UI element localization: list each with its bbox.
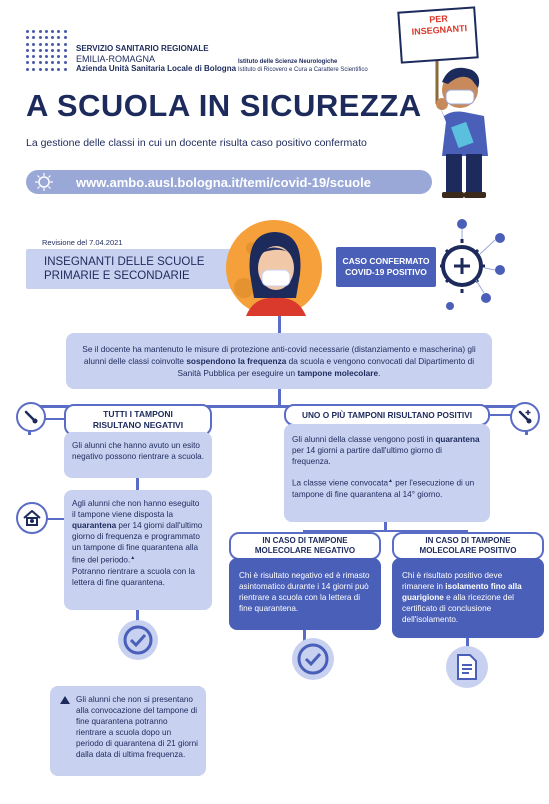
logo-dot: [45, 36, 48, 39]
logo-dot: [26, 49, 29, 52]
logo-dot: [57, 61, 60, 64]
main-bold-1: sospendono la frequenza: [186, 356, 287, 366]
logo-dot: [64, 36, 67, 39]
logo-dot: [57, 36, 60, 39]
left-header-line-1: TUTTI I TAMPONI: [103, 409, 173, 419]
org-line-3: Azienda Unità Sanitaria Locale di Bologna: [76, 64, 237, 73]
logo-dot: [26, 55, 29, 58]
left-card-2-text-3: Potranno rientrare a scuola con la lettera di fine quarantena.: [72, 566, 195, 587]
left-card-2-note-marker: ▲: [130, 555, 136, 561]
logo-dot: [26, 36, 29, 39]
pos-card-text-2: e alla ricezione del certificato di conclusione dell'isolamento.: [402, 593, 514, 624]
page-subtitle: La gestione delle classi in cui un docente risulta caso positivo confermato: [26, 137, 367, 149]
logo-dot: [64, 30, 67, 33]
logo-dot: [51, 49, 54, 52]
logo-dot: [51, 43, 54, 46]
left-card-2-text-2: per 14 giorni dall'ultimo giorno di frequenza e programmato un tampone di fine quarantena alla fine del periodo.: [72, 521, 203, 565]
logo-dot: [26, 43, 29, 46]
logo-dot: [64, 55, 67, 58]
logo-dot: [64, 49, 67, 52]
insegnanti-line-2: PRIMARIE E SECONDARIE: [44, 270, 190, 282]
logo-dot: [39, 55, 42, 58]
logo-dot: [26, 61, 29, 64]
left-header-line-2: RISULTANO NEGATIVI: [92, 420, 184, 430]
logo-dot: [32, 36, 35, 39]
logo-dot: [51, 61, 54, 64]
revision-date: Revisione del 7.04.2021: [42, 238, 123, 247]
neg-card: Chi è risultato negativo ed è rimasto asintomatico durante i 14 giorni può rientrare a scuola con la lettera di fine quarantena.: [229, 558, 381, 630]
thermometer-plus-icon: [510, 402, 540, 432]
pos-card-text-1: Chi è risultato positivo deve rimanere in: [402, 571, 503, 591]
logo-dot: [39, 36, 42, 39]
org-name: [76, 44, 236, 74]
logo-dots-icon: [26, 30, 68, 72]
connector-split: [278, 389, 281, 407]
logo-dot: [57, 43, 60, 46]
main-text-2: da scuola e vengono convocati dal Dipartimento di Sanità Pubblica per eseguire un: [177, 356, 475, 378]
insegnanti-line-1: INSEGNANTI DELLE SCUOLE: [44, 256, 205, 268]
sign-line-1: PER: [428, 13, 449, 25]
logo-dot: [45, 43, 48, 46]
right-card-text-4: per l'esecuzione di un tampone di fine quarantena al 14° giorno.: [292, 478, 475, 499]
house-icon: [16, 502, 48, 534]
logo-dot: [32, 61, 35, 64]
left-card-1: Gli alunni che hanno avuto un esito negativo possono rientrare a scuola.: [64, 432, 212, 478]
virus-icon: [34, 172, 54, 192]
org-line-2: EMILIA-ROMAGNA: [76, 54, 156, 64]
main-text-1: Se il docente ha mantenuto le misure di protezione anti-covid necessarie (distanziamento e mascherina) gli alunni delle classi coinvolte: [82, 344, 476, 366]
org-line-1: SERVIZIO SANITARIO REGIONALE: [76, 44, 209, 53]
caso-line-1: CASO CONFERMATO: [342, 256, 430, 266]
connector-house: [46, 518, 64, 520]
logo-dot: [45, 30, 48, 33]
right-card: [284, 424, 490, 522]
footnote-box: [50, 686, 206, 776]
logo-dot: [32, 68, 35, 71]
logo-dot: [39, 43, 42, 46]
check-icon: [118, 620, 158, 660]
logo-dot: [57, 49, 60, 52]
caso-line-2: COVID-19 POSITIVO: [345, 267, 427, 277]
thermometer-icon: [16, 402, 46, 432]
sign-text: [407, 12, 470, 38]
check-icon: [292, 638, 334, 680]
logo-dot: [51, 55, 54, 58]
right-card-text-1: Gli alunni della classe vengono posti in: [292, 435, 436, 444]
triangle-icon: [60, 696, 70, 704]
footnote-text: Gli alunni che non si presentano alla convocazione del tampone di fine quarantena potranno rientrare a scuola dopo un periodo di quarantena di 21 giorni dalla data di ultima frequenza.: [76, 695, 198, 759]
logo-dot: [45, 61, 48, 64]
institute-name: [238, 58, 368, 74]
logo-dot: [32, 30, 35, 33]
document-icon: [446, 646, 488, 688]
logo-dot: [51, 30, 54, 33]
left-card-2-bold: quarantena: [72, 521, 117, 530]
pos-card-bold: isolamento fino alla guarigione: [402, 582, 522, 602]
left-card-2-text-1: Agli alunni che non hanno eseguito il tampone viene disposta la: [72, 499, 200, 519]
right-card-text-3: La classe viene convocata: [292, 478, 389, 488]
connector-right-icon: [490, 414, 512, 416]
logo-dot: [39, 49, 42, 52]
logo-dot: [51, 68, 54, 71]
logo-dot: [39, 61, 42, 64]
neg-header: [229, 532, 381, 560]
logo-dot: [64, 43, 67, 46]
url-link[interactable]: www.ambo.ausl.bologna.it/temi/covid-19/scuole: [76, 175, 371, 190]
logo-dot: [45, 68, 48, 71]
pos-header: [392, 532, 544, 560]
right-card-bold: quarantena: [435, 435, 480, 444]
main-instruction-box: [66, 333, 492, 389]
logo-dot: [45, 55, 48, 58]
logo-dot: [57, 55, 60, 58]
main-text-3: .: [378, 368, 381, 378]
insegnanti-box: [26, 249, 242, 289]
logo-dot: [57, 30, 60, 33]
logo-dot: [39, 68, 42, 71]
virus-network-icon: [440, 218, 520, 310]
logo-dot: [64, 68, 67, 71]
page-title: A SCUOLA IN SICUREZZA: [26, 88, 422, 123]
logo-dot: [39, 30, 42, 33]
institute-line-2: Istituto di Ricovero e Cura a Carattere Scientifico: [238, 67, 368, 73]
pos-header-line-1: IN CASO DI TAMPONE: [425, 536, 511, 545]
teacher-woman-illustration: [224, 218, 324, 318]
logo-dot: [26, 68, 29, 71]
institute-line-1: Istituto delle Scienze Neurologiche: [238, 59, 338, 65]
logo-dot: [26, 30, 29, 33]
logo-dot: [32, 49, 35, 52]
logo-dot: [32, 55, 35, 58]
sign-line-2: INSEGNANTI: [411, 23, 468, 37]
right-card-note-marker: ▲: [388, 478, 393, 484]
neg-header-line-2: MOLECOLARE NEGATIVO: [254, 546, 356, 555]
logo-dot: [45, 49, 48, 52]
left-card-2: [64, 490, 212, 610]
right-header: UNO O PIÙ TAMPONI RISULTANO POSITIVI: [284, 404, 490, 426]
logo-dot: [32, 43, 35, 46]
logo-dot: [57, 68, 60, 71]
neg-header-line-1: IN CASO DI TAMPONE: [262, 536, 348, 545]
connector-top: [278, 316, 281, 334]
right-card-text-2: per 14 giorni a partire dall'ultimo giorno di frequenza.: [292, 446, 442, 466]
main-bold-2: tampone molecolare: [297, 368, 379, 378]
pos-header-line-2: MOLECOLARE POSITIVO: [419, 546, 517, 555]
caso-confermato-box: [336, 247, 436, 287]
logo-dot: [51, 36, 54, 39]
logo-dot: [64, 61, 67, 64]
pos-card: [392, 558, 544, 638]
